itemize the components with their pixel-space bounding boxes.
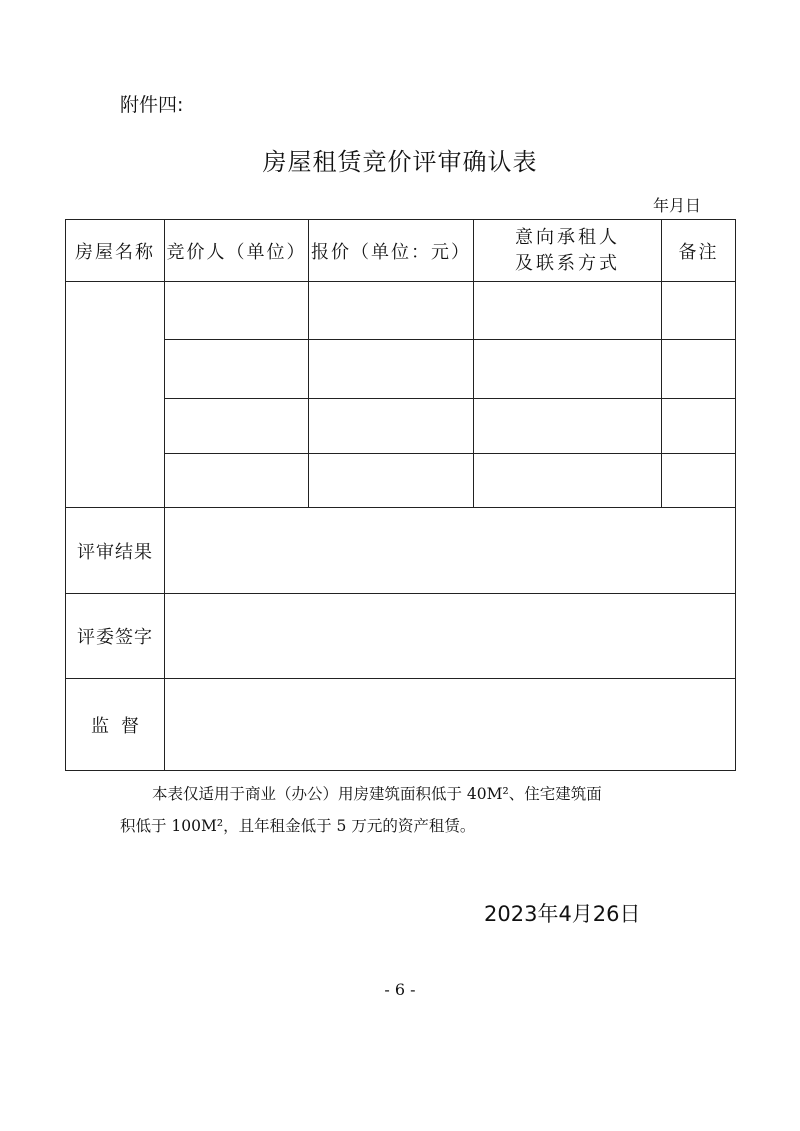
bidder-cell[interactable] xyxy=(165,454,309,508)
quote-cell[interactable] xyxy=(309,399,474,454)
committee-signature-field[interactable] xyxy=(165,594,736,679)
remarks-cell[interactable] xyxy=(662,399,736,454)
review-result-label: 评审结果 xyxy=(66,508,165,594)
remarks-cell[interactable] xyxy=(662,340,736,399)
header-quote: 报价（单位：元） xyxy=(309,220,474,282)
review-confirmation-table xyxy=(65,219,736,771)
header-remarks: 备注 xyxy=(662,220,736,282)
bidder-cell[interactable] xyxy=(165,340,309,399)
header-bidder: 竞价人（单位） xyxy=(165,220,309,282)
signature-date: 2023年4月26日 xyxy=(484,902,641,926)
table-header-row xyxy=(66,220,736,282)
attachment-label: 附件四: xyxy=(120,94,184,116)
note-line-2: 积低于 100M²，且年租金低于 5 万元的资产租赁。 xyxy=(120,817,476,835)
quote-cell[interactable] xyxy=(309,340,474,399)
supervision-field[interactable] xyxy=(165,679,736,771)
header-tenant-line1: 意向承租人 xyxy=(515,226,620,248)
tenant-contact-cell[interactable] xyxy=(474,282,662,340)
supervision-label: 监督 xyxy=(66,679,165,771)
applicability-note xyxy=(120,778,680,842)
header-house-name: 房屋名称 xyxy=(66,220,165,282)
header-intended-tenant xyxy=(474,220,662,282)
date-fields: 年月日 xyxy=(653,196,702,215)
table-row xyxy=(66,282,736,340)
house-name-cell[interactable] xyxy=(66,282,165,508)
header-tenant-line2: 及联系方式 xyxy=(515,252,620,274)
tenant-contact-cell[interactable] xyxy=(474,399,662,454)
table-row xyxy=(66,454,736,508)
quote-cell[interactable] xyxy=(309,282,474,340)
bidder-cell[interactable] xyxy=(165,399,309,454)
bidder-cell[interactable] xyxy=(165,282,309,340)
supervision-row xyxy=(66,679,736,771)
tenant-contact-cell[interactable] xyxy=(474,454,662,508)
review-result-field[interactable] xyxy=(165,508,736,594)
tenant-contact-cell[interactable] xyxy=(474,340,662,399)
note-line-1: 本表仅适用于商业（办公）用房建筑面积低于 40M²、住宅建筑面 xyxy=(152,785,602,803)
quote-cell[interactable] xyxy=(309,454,474,508)
table-row xyxy=(66,340,736,399)
remarks-cell[interactable] xyxy=(662,282,736,340)
page-number: - 6 - xyxy=(384,980,416,999)
table-row xyxy=(66,399,736,454)
committee-signature-label: 评委签字 xyxy=(66,594,165,679)
remarks-cell[interactable] xyxy=(662,454,736,508)
review-result-row xyxy=(66,508,736,594)
document-title: 房屋租赁竞价评审确认表 xyxy=(262,148,538,176)
committee-signature-row xyxy=(66,594,736,679)
